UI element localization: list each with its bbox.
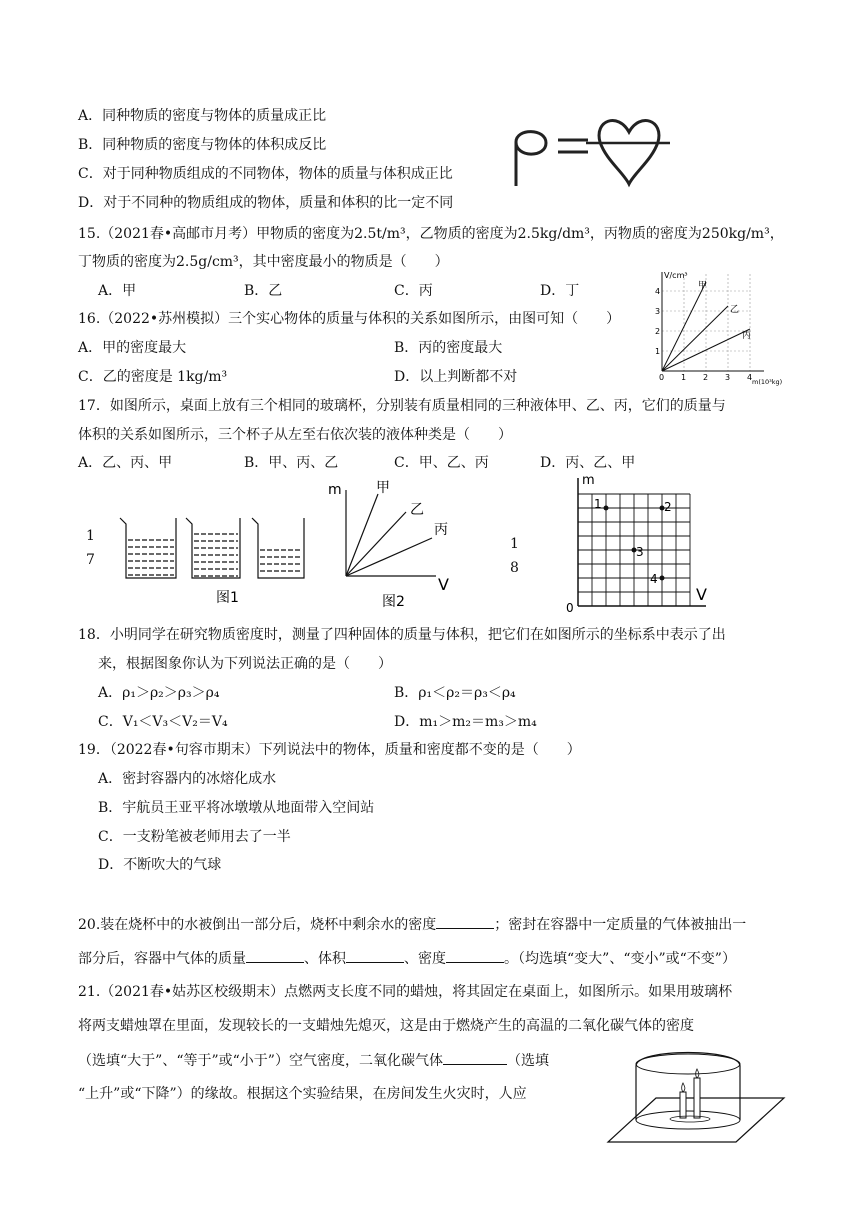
- q16-xlabel: m(10³kg): [752, 378, 783, 386]
- q17-fig2-v: V: [438, 575, 449, 594]
- q18-origin: 0: [566, 601, 574, 614]
- q15-option-c: C．丙: [394, 283, 433, 299]
- q16-ytick: 1: [655, 347, 661, 356]
- q20-line2: [78, 948, 736, 969]
- q18-option-c: C．V₁＜V₃＜V₂＝V₄: [98, 714, 228, 730]
- q17-fig1-cups: [112, 510, 312, 610]
- q19-option-a: A．密封容器内的冰熔化成水: [98, 771, 277, 787]
- q18-label-4: 4: [650, 572, 658, 586]
- q15-stem-line2: 丁物质的密度为2.5g/cm³，其中密度最小的物质是（ ）: [78, 254, 449, 270]
- q17-option-a: A．乙、丙、甲: [78, 455, 173, 471]
- q18-option-a: A．ρ₁＞ρ₂＞ρ₃＞ρ₄: [98, 685, 220, 701]
- q15-option-a: A．甲: [98, 283, 137, 299]
- q20-blank-2[interactable]: [246, 948, 304, 963]
- q20-blank-1[interactable]: [436, 914, 494, 929]
- q17-stem-line2: 体积的关系如图所示，三个杯子从左至右依次装的液体种类是（ ）: [78, 427, 512, 443]
- q20-blank-4[interactable]: [446, 948, 504, 963]
- q18-grid-m: m: [582, 474, 595, 488]
- q17-page-number-bottom: 7: [86, 552, 95, 568]
- q17-option-c: C．甲、乙、丙: [394, 455, 489, 471]
- q15-stem-line1: 15.（2021春•高邮市月考）甲物质的密度为2.5t/m³，乙物质的密度为2.5kg/dm³，丙物质的密度为250kg/m³，: [78, 226, 784, 242]
- q17-fig2-jia: 甲: [376, 480, 390, 496]
- q18-option-d: D．m₁＞m₂＝m₃＞m₄: [394, 714, 537, 730]
- q20-text-6: 。（均选填“变大”、“变小”或“不变”）: [504, 951, 736, 967]
- q16-xtick: 0: [659, 373, 665, 382]
- q21-text-3b: （选填: [506, 1053, 549, 1069]
- q16-graph: [646, 266, 786, 386]
- q19-option-b: B．宇航员王亚平将冰墩墩从地面带入空间站: [98, 800, 375, 816]
- q18-label-2: 2: [664, 500, 672, 514]
- q20-text-5: 、密度: [404, 951, 446, 967]
- q18-page-number-bottom: 8: [510, 560, 519, 576]
- q16-line-yi: [662, 306, 728, 371]
- q16-label-jia: 甲: [698, 281, 708, 291]
- q18-grid-v: V: [696, 585, 707, 604]
- q16-stem-line1: 16.（2022•苏州模拟）三个实心物体的质量与体积的关系如图所示，由图可知（ ）: [78, 311, 621, 327]
- q18-label-1: 1: [594, 497, 602, 511]
- q14-option-c: C．对于同种物质组成的不同物体，物体的质量与体积成正比: [78, 166, 453, 182]
- q17-fig2-bing: 丙: [434, 522, 448, 538]
- q19-stem-line1: 19．（2022春•句容市期末）下列说法中的物体，质量和密度都不变的是（ ）: [78, 742, 581, 758]
- q17-option-b: B．甲、丙、乙: [244, 455, 339, 471]
- q21-line4: “上升”或“下降”）的缘故。根据这个实验结果，在房间发生火灾时，人应: [78, 1086, 527, 1102]
- q16-label-yi: 乙: [730, 305, 740, 315]
- q17-page-number-top: 1: [86, 528, 95, 544]
- q18-point-4: [660, 576, 665, 581]
- q18-stem-line2: 来，根据图象你认为下列说法正确的是（ ）: [98, 656, 392, 672]
- q18-page-number-top: 1: [510, 536, 519, 552]
- q17-option-d: D．丙、乙、甲: [540, 455, 636, 471]
- q17-fig1-caption: 图1: [216, 590, 239, 606]
- q17-fig2-m: m: [328, 482, 342, 498]
- q20-text-3: 部分后，容器中气体的质量: [78, 951, 246, 967]
- q20-text-2: ；密封在容器中一定质量的气体被抽出一: [494, 917, 747, 933]
- q20-text-1: 20.装在烧杯中的水被倒出一部分后，烧杯中剩余水的密度: [78, 917, 437, 933]
- q14-option-d: D．对于不同种的物质组成的物体，质量和体积的比一定不同: [78, 195, 454, 211]
- q20-text-4: 、体积: [304, 951, 346, 967]
- q21-text-3a: （选填“大于”、“等于”或“小于”）空气密度，二氧化碳气体: [78, 1053, 443, 1069]
- q20-line1: [78, 914, 746, 935]
- q15-option-d: D．丁: [540, 283, 580, 299]
- q17-fig2-yi: 乙: [410, 502, 424, 518]
- q16-ytick: 2: [655, 327, 661, 336]
- q16-xtick: 2: [703, 373, 709, 382]
- rho-heart-figure: [508, 112, 673, 192]
- q16-label-bing: 丙: [742, 331, 752, 341]
- q21-line1: 21.（2021春•姑苏区校级期末）点燃两支长度不同的蜡烛，将其固定在桌面上，如图所示。如果用玻璃杯: [78, 984, 733, 1000]
- q16-ytick: 4: [655, 287, 661, 296]
- q21-line3: [78, 1050, 549, 1071]
- q21-candle-figure: [604, 1040, 788, 1152]
- q16-xtick: 1: [681, 373, 687, 382]
- q18-point-1: [604, 506, 609, 511]
- q18-grid-graph: [560, 474, 720, 614]
- q17-fig2-graph: [320, 476, 470, 616]
- q14-option-a: A．同种物质的密度与物体的质量成正比: [78, 108, 327, 124]
- q16-option-d: D．以上判断都不对: [394, 369, 518, 385]
- q16-xtick: 4: [747, 373, 753, 382]
- q20-blank-3[interactable]: [346, 948, 404, 963]
- q16-option-b: B．丙的密度最大: [394, 340, 503, 356]
- q14-option-b: B．同种物质的密度与物体的体积成反比: [78, 137, 327, 153]
- q21-blank-2[interactable]: [443, 1050, 507, 1065]
- q18-label-3: 3: [636, 545, 644, 559]
- q17-stem-line1: 17．如图所示，桌面上放有三个相同的玻璃杯，分别装有质量相同的三种液体甲、乙、丙，它们的质量与: [78, 398, 726, 414]
- q16-option-a: A．甲的密度最大: [78, 340, 187, 356]
- q16-option-c: C．乙的密度是 1kg/m³: [78, 369, 228, 385]
- q16-ylabel: V/cm³: [664, 271, 688, 280]
- q16-xtick: 3: [725, 373, 731, 382]
- q19-option-c: C．一支粉笔被老师用去了一半: [98, 829, 291, 845]
- q21-line2: 将两支蜡烛罩在里面，发现较长的一支蜡烛先熄灭，这是由于燃烧产生的高温的二氧化碳气体的密度: [78, 1018, 694, 1034]
- q18-option-b: B．ρ₁＜ρ₂＝ρ₃＜ρ₄: [394, 685, 516, 701]
- q16-ytick: 3: [655, 307, 661, 316]
- q18-stem-line1: 18．小明同学在研究物质密度时，测量了四种固体的质量与体积，把它们在如图所示的坐标系中表示了出: [78, 627, 726, 643]
- q19-option-d: D．不断吹大的气球: [98, 857, 222, 873]
- q17-fig2-caption: 图2: [382, 594, 405, 610]
- q15-option-b: B．乙: [244, 283, 283, 299]
